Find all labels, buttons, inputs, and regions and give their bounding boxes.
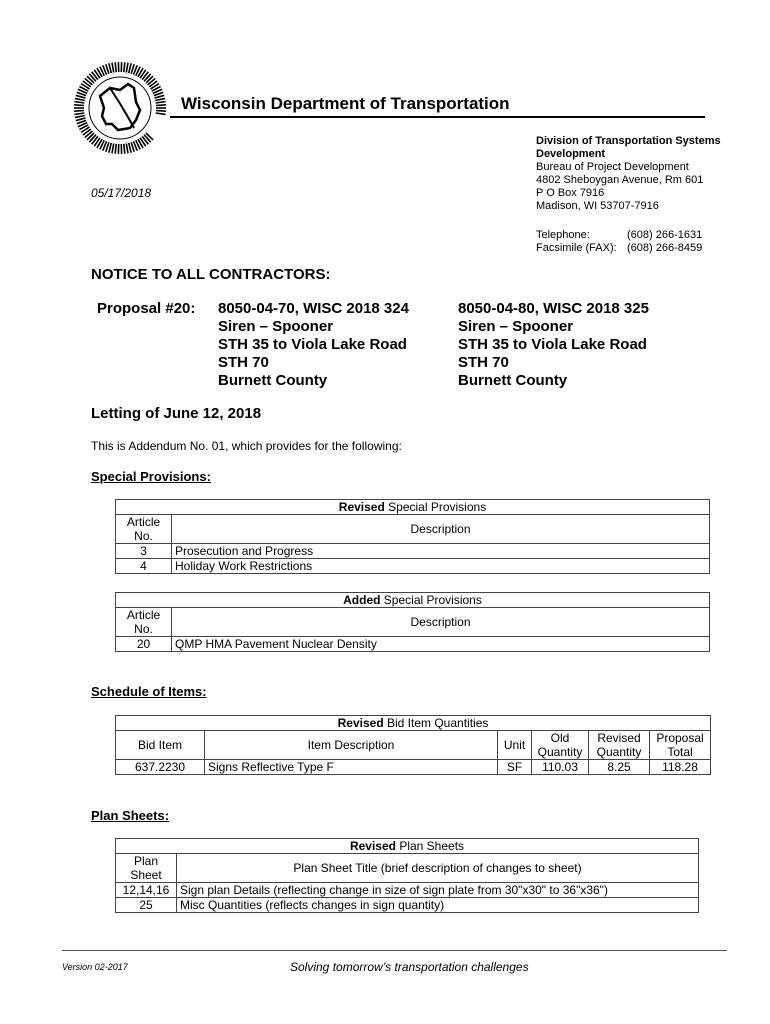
table-row xyxy=(116,898,699,913)
fax-label: Facsimile (FAX): xyxy=(536,242,617,254)
telephone-label: Telephone: xyxy=(536,229,590,241)
table-caption: Revised Plan Sheets xyxy=(116,839,699,854)
table-header-row xyxy=(116,515,710,544)
table-header-row xyxy=(116,854,699,883)
project-id: 8050-04-80, WISC 2018 325 xyxy=(458,300,649,317)
project-block xyxy=(218,300,409,390)
proposal-total: 118.28 xyxy=(650,760,711,775)
project-id: 8050-04-70, WISC 2018 324 xyxy=(218,300,409,317)
fax-number: (608) 266-8459 xyxy=(627,242,703,254)
table-row xyxy=(116,544,710,559)
table-row xyxy=(116,760,711,775)
address-line: Madison, WI 53707-7916 xyxy=(536,200,659,212)
agency-name: Wisconsin Department of Transportation xyxy=(181,94,510,113)
article-description: QMP HMA Pavement Nuclear Density xyxy=(172,637,710,652)
table-caption: Revised Bid Item Quantities xyxy=(116,716,711,731)
notice-title: NOTICE TO ALL CONTRACTORS: xyxy=(91,266,331,283)
revised-quantity: 8.25 xyxy=(589,760,650,775)
footer-rule xyxy=(62,950,727,951)
article-number: 4 xyxy=(116,559,172,574)
col-header-bid-item: Bid Item xyxy=(116,731,205,760)
project-limits: STH 35 to Viola Lake Road xyxy=(218,336,407,353)
project-limits: STH 35 to Viola Lake Road xyxy=(458,336,647,353)
address-line: Bureau of Project Development xyxy=(536,161,689,173)
notice-date: 05/17/2018 xyxy=(91,186,152,200)
table-row xyxy=(116,559,710,574)
item-description: Signs Reflective Type F xyxy=(205,760,498,775)
added-special-provisions-table xyxy=(115,592,710,652)
article-number: 3 xyxy=(116,544,172,559)
plan-sheet-number: 12,14,16 xyxy=(116,883,177,898)
item-unit: SF xyxy=(498,760,532,775)
address-line: 4802 Sheboygan Avenue, Rm 601 xyxy=(536,174,704,186)
address-line: P O Box 7916 xyxy=(536,187,605,199)
contact-block xyxy=(536,229,702,255)
col-header-item-description: Item Description xyxy=(205,731,498,760)
table-caption: Added Special Provisions xyxy=(116,593,710,608)
table-header-row xyxy=(116,731,711,760)
article-number: 20 xyxy=(116,637,172,652)
revised-special-provisions-table xyxy=(115,499,710,574)
project-county: Burnett County xyxy=(218,372,328,389)
col-header-proposal-total: Proposal Total xyxy=(650,731,711,760)
wisdot-logo xyxy=(70,58,170,158)
addendum-intro: This is Addendum No. 01, which provides for the following: xyxy=(91,439,402,453)
table-row xyxy=(116,637,710,652)
article-description: Holiday Work Restrictions xyxy=(172,559,710,574)
col-header-description: Description xyxy=(172,608,710,637)
plan-sheet-number: 25 xyxy=(116,898,177,913)
plan-sheet-title: Misc Quantities (reflects changes in sign quantity) xyxy=(177,898,699,913)
col-header-article: Article No. xyxy=(116,608,172,637)
article-description: Prosecution and Progress xyxy=(172,544,710,559)
col-header-old-quantity: Old Quantity xyxy=(532,731,589,760)
project-block xyxy=(458,300,649,390)
bid-item-number: 637.2230 xyxy=(116,760,205,775)
table-header-row xyxy=(116,608,710,637)
special-provisions-heading: Special Provisions: xyxy=(91,469,211,484)
old-quantity: 110.03 xyxy=(532,760,589,775)
table-caption: Revised Special Provisions xyxy=(116,500,710,515)
version-label: Version 02-2017 xyxy=(62,962,128,972)
header-rule xyxy=(170,116,705,118)
col-header-article: Article No. xyxy=(116,515,172,544)
schedule-of-items-heading: Schedule of Items: xyxy=(91,684,207,699)
footer-tagline: Solving tomorrow’s transportation challenges xyxy=(290,960,529,974)
project-route: Siren – Spooner xyxy=(218,318,334,335)
division-line: Division of Transportation Systems xyxy=(536,135,721,147)
bid-item-quantities-table xyxy=(115,715,711,775)
project-highway: STH 70 xyxy=(458,354,509,371)
table-caption-row xyxy=(116,839,699,854)
table-caption-row xyxy=(116,716,711,731)
telephone-number: (608) 266-1631 xyxy=(627,229,703,241)
col-header-plan-sheet: Plan Sheet xyxy=(116,854,177,883)
plan-sheet-title: Sign plan Details (reflecting change in size of sign plate from 30"x30" to 36"x36") xyxy=(177,883,699,898)
plan-sheets-table xyxy=(115,838,699,913)
division-line: Development xyxy=(536,148,606,160)
table-caption-row xyxy=(116,593,710,608)
table-row xyxy=(116,883,699,898)
col-header-plan-sheet-title: Plan Sheet Title (brief description of changes to sheet) xyxy=(177,854,699,883)
proposal-label: Proposal #20: xyxy=(97,300,196,317)
col-header-unit: Unit xyxy=(498,731,532,760)
col-header-description: Description xyxy=(172,515,710,544)
letting-date: Letting of June 12, 2018 xyxy=(91,405,262,422)
plan-sheets-heading: Plan Sheets: xyxy=(91,808,170,823)
col-header-revised-quantity: Revised Quantity xyxy=(589,731,650,760)
project-route: Siren – Spooner xyxy=(458,318,574,335)
table-caption-row xyxy=(116,500,710,515)
division-block xyxy=(536,135,756,213)
project-county: Burnett County xyxy=(458,372,568,389)
project-highway: STH 70 xyxy=(218,354,269,371)
